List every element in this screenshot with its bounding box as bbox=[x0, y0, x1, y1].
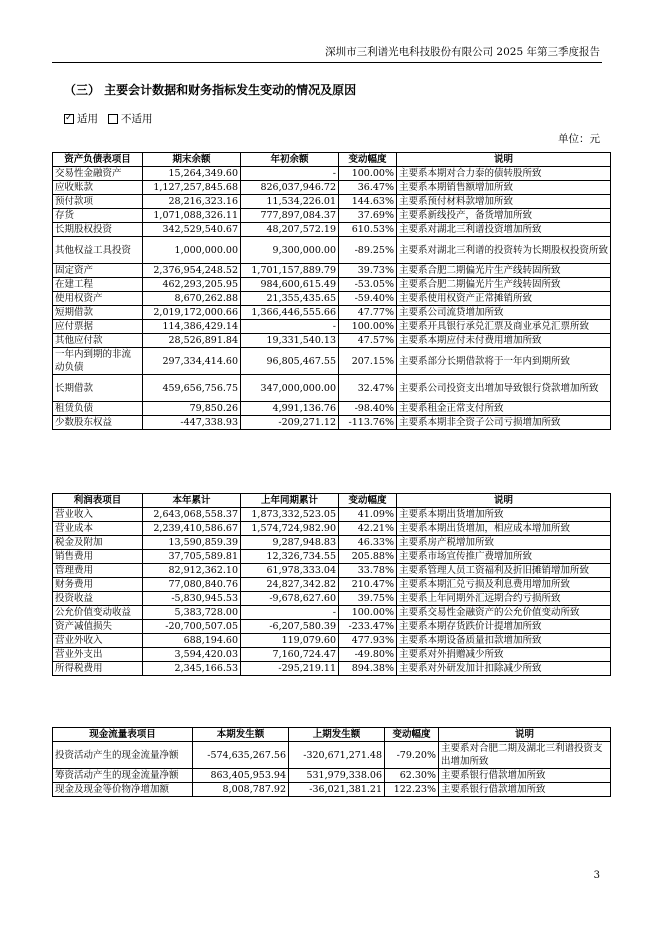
current-value: 342,529,540.67 bbox=[143, 223, 241, 237]
change-percent: 41.09% bbox=[339, 508, 397, 522]
change-percent: 39.73% bbox=[339, 264, 397, 278]
prior-value: - bbox=[241, 320, 339, 334]
table-row bbox=[53, 306, 611, 320]
row-label: 长期借款 bbox=[53, 375, 143, 402]
current-value: 2,376,954,248.52 bbox=[143, 264, 241, 278]
table-row bbox=[53, 334, 611, 348]
table-row bbox=[53, 348, 611, 375]
table-row bbox=[53, 223, 611, 237]
row-label: 筹资活动产生的现金流量净额 bbox=[53, 769, 193, 783]
row-label: 应收账款 bbox=[53, 181, 143, 195]
change-percent: -89.25% bbox=[339, 237, 397, 264]
current-value: 3,594,420.03 bbox=[143, 648, 241, 662]
change-percent: 39.75% bbox=[339, 592, 397, 606]
table-row bbox=[53, 662, 611, 676]
column-header: 本期发生额 bbox=[193, 728, 289, 742]
prior-value: 21,355,435.65 bbox=[241, 292, 339, 306]
current-value: 37,705,589.81 bbox=[143, 550, 241, 564]
explanation: 主要系本期存货跌价计提增加所致 bbox=[397, 620, 611, 634]
column-header: 期末余额 bbox=[143, 153, 241, 167]
column-header: 现金流量表项目 bbox=[53, 728, 193, 742]
current-value: 1,127,257,845.68 bbox=[143, 181, 241, 195]
change-percent: 32.47% bbox=[339, 375, 397, 402]
explanation: 主要系公司流贷增加所致 bbox=[397, 306, 611, 320]
row-label: 投资收益 bbox=[53, 592, 143, 606]
row-label: 应付票据 bbox=[53, 320, 143, 334]
explanation: 主要系本期汇兑亏损及利息费用增加所致 bbox=[397, 578, 611, 592]
explanation: 主要系本期对合力泰的债转股所致 bbox=[397, 167, 611, 181]
row-label: 固定资产 bbox=[53, 264, 143, 278]
row-label: 在建工程 bbox=[53, 278, 143, 292]
table-row bbox=[53, 402, 611, 416]
current-value: 28,216,323.16 bbox=[143, 195, 241, 209]
current-value: 114,386,429.14 bbox=[143, 320, 241, 334]
explanation: 主要系上年同期外汇远期合约亏损所致 bbox=[397, 592, 611, 606]
current-value: 2,643,068,558.37 bbox=[143, 508, 241, 522]
table-row bbox=[53, 522, 611, 536]
row-label: 营业外收入 bbox=[53, 634, 143, 648]
row-label: 交易性金融资产 bbox=[53, 167, 143, 181]
column-header: 上期发生额 bbox=[289, 728, 385, 742]
row-label: 少数股东权益 bbox=[53, 416, 143, 430]
prior-value: 9,287,948.83 bbox=[241, 536, 339, 550]
table-header-row bbox=[53, 494, 611, 508]
table-row bbox=[53, 195, 611, 209]
applicable-label: 适用 bbox=[77, 113, 98, 125]
row-label: 营业外支出 bbox=[53, 648, 143, 662]
table-row bbox=[53, 606, 611, 620]
table-row bbox=[53, 564, 611, 578]
current-value: 82,912,362.10 bbox=[143, 564, 241, 578]
prior-value: 7,160,724.47 bbox=[241, 648, 339, 662]
row-label: 长期股权投资 bbox=[53, 223, 143, 237]
column-header: 利润表项目 bbox=[53, 494, 143, 508]
table-row bbox=[53, 278, 611, 292]
current-value: 297,334,414.60 bbox=[143, 348, 241, 375]
prior-value: 96,805,467.55 bbox=[241, 348, 339, 375]
row-label: 预付款项 bbox=[53, 195, 143, 209]
prior-value: 1,574,724,982.90 bbox=[241, 522, 339, 536]
row-label: 税金及附加 bbox=[53, 536, 143, 550]
row-label: 其他权益工具投资 bbox=[53, 237, 143, 264]
balance-sheet-table bbox=[52, 152, 611, 430]
applicable-checkbox[interactable] bbox=[64, 114, 74, 124]
prior-value: 777,897,084.37 bbox=[241, 209, 339, 223]
section-title: （三） 主要会计数据和财务指标发生变动的情况及原因 bbox=[64, 83, 357, 97]
table-row bbox=[53, 742, 611, 769]
change-percent: 46.33% bbox=[339, 536, 397, 550]
row-label: 管理费用 bbox=[53, 564, 143, 578]
explanation: 主要系本期出货增加所致 bbox=[397, 508, 611, 522]
current-value: 863,405,953.94 bbox=[193, 769, 289, 783]
current-value: 688,194.60 bbox=[143, 634, 241, 648]
column-header: 说明 bbox=[439, 728, 611, 742]
explanation: 主要系对湖北三利谱的投资转为长期股权投资所致 bbox=[397, 237, 611, 264]
current-value: 77,080,840.76 bbox=[143, 578, 241, 592]
change-percent: -59.40% bbox=[339, 292, 397, 306]
change-percent: 37.69% bbox=[339, 209, 397, 223]
table-row bbox=[53, 375, 611, 402]
explanation: 主要系新线投产，备货增加所致 bbox=[397, 209, 611, 223]
cash-flow-table bbox=[52, 727, 611, 797]
prior-value: 1,873,332,523.05 bbox=[241, 508, 339, 522]
row-label: 短期借款 bbox=[53, 306, 143, 320]
prior-value: 826,037,946.72 bbox=[241, 181, 339, 195]
current-value: 13,590,859.39 bbox=[143, 536, 241, 550]
explanation: 主要系房产税增加所致 bbox=[397, 536, 611, 550]
explanation: 主要系部分长期借款将于一年内到期所致 bbox=[397, 348, 611, 375]
change-percent: 122.23% bbox=[385, 783, 439, 797]
table-row bbox=[53, 508, 611, 522]
explanation: 主要系管理人员工资福利及折旧摊销增加所致 bbox=[397, 564, 611, 578]
prior-value: -320,671,271.48 bbox=[289, 742, 385, 769]
column-header: 本年累计 bbox=[143, 494, 241, 508]
row-label: 财务费用 bbox=[53, 578, 143, 592]
change-percent: 894.38% bbox=[339, 662, 397, 676]
prior-value: 531,979,338.06 bbox=[289, 769, 385, 783]
change-percent: -53.05% bbox=[339, 278, 397, 292]
explanation: 主要系银行借款增加所致 bbox=[439, 783, 611, 797]
current-value: 79,850.26 bbox=[143, 402, 241, 416]
explanation: 主要系对合肥二期及湖北三利谱投资支出增加所致 bbox=[439, 742, 611, 769]
table-header-row bbox=[53, 153, 611, 167]
table-row bbox=[53, 416, 611, 430]
income-statement-table bbox=[52, 493, 611, 676]
explanation: 主要系本期出货增加，相应成本增加所致 bbox=[397, 522, 611, 536]
explanation: 主要系公司投资支出增加导致银行贷款增加所致 bbox=[397, 375, 611, 402]
prior-value: 119,079.60 bbox=[241, 634, 339, 648]
table-row bbox=[53, 648, 611, 662]
current-value: -447,338.93 bbox=[143, 416, 241, 430]
table-row bbox=[53, 578, 611, 592]
explanation: 主要系对湖北三利谱投资增加所致 bbox=[397, 223, 611, 237]
explanation: 主要系对外捐赠减少所致 bbox=[397, 648, 611, 662]
current-value: 8,670,262.88 bbox=[143, 292, 241, 306]
explanation: 主要系合肥二期偏光片生产线转固所致 bbox=[397, 278, 611, 292]
table-row bbox=[53, 167, 611, 181]
prior-value: 19,331,540.13 bbox=[241, 334, 339, 348]
table-row bbox=[53, 209, 611, 223]
table-row bbox=[53, 237, 611, 264]
table-row bbox=[53, 634, 611, 648]
explanation: 主要系使用权资产正常摊销所致 bbox=[397, 292, 611, 306]
current-value: 1,000,000.00 bbox=[143, 237, 241, 264]
not-applicable-label: 不适用 bbox=[121, 113, 153, 125]
table-row bbox=[53, 592, 611, 606]
explanation: 主要系市场宣传推广费增加所致 bbox=[397, 550, 611, 564]
table-row bbox=[53, 783, 611, 797]
prior-value: 1,701,157,889.79 bbox=[241, 264, 339, 278]
table-header-row bbox=[53, 728, 611, 742]
change-percent: 47.77% bbox=[339, 306, 397, 320]
row-label: 现金及现金等价物净增加额 bbox=[53, 783, 193, 797]
explanation: 主要系合肥二期偏光片生产线转固所致 bbox=[397, 264, 611, 278]
column-header: 说明 bbox=[397, 153, 611, 167]
change-percent: -98.40% bbox=[339, 402, 397, 416]
row-label: 租赁负债 bbox=[53, 402, 143, 416]
table-row bbox=[53, 264, 611, 278]
change-percent: 100.00% bbox=[339, 320, 397, 334]
column-header: 年初余额 bbox=[241, 153, 339, 167]
row-label: 公允价值变动收益 bbox=[53, 606, 143, 620]
row-label: 营业成本 bbox=[53, 522, 143, 536]
current-value: 5,383,728.00 bbox=[143, 606, 241, 620]
row-label: 营业收入 bbox=[53, 508, 143, 522]
explanation: 主要系本期非全资子公司亏损增加所致 bbox=[397, 416, 611, 430]
current-value: 2,019,172,000.66 bbox=[143, 306, 241, 320]
row-label: 其他应付款 bbox=[53, 334, 143, 348]
change-percent: 47.57% bbox=[339, 334, 397, 348]
prior-value: -295,219.11 bbox=[241, 662, 339, 676]
table-row bbox=[53, 181, 611, 195]
change-percent: 610.53% bbox=[339, 223, 397, 237]
row-label: 销售费用 bbox=[53, 550, 143, 564]
not-applicable-checkbox[interactable] bbox=[108, 114, 118, 124]
page-number: 3 bbox=[593, 870, 600, 881]
column-header: 变动幅度 bbox=[339, 494, 397, 508]
prior-value: 11,534,226.01 bbox=[241, 195, 339, 209]
column-header: 说明 bbox=[397, 494, 611, 508]
change-percent: -49.80% bbox=[339, 648, 397, 662]
prior-value: 1,366,446,555.66 bbox=[241, 306, 339, 320]
change-percent: 477.93% bbox=[339, 634, 397, 648]
explanation: 主要系本期设备质量扣款增加所致 bbox=[397, 634, 611, 648]
row-label: 所得税费用 bbox=[53, 662, 143, 676]
change-percent: -233.47% bbox=[339, 620, 397, 634]
explanation: 主要系本期应付未付费用增加所致 bbox=[397, 334, 611, 348]
column-header: 资产负债表项目 bbox=[53, 153, 143, 167]
prior-value: -6,207,580.39 bbox=[241, 620, 339, 634]
prior-value: -36,021,381.21 bbox=[289, 783, 385, 797]
column-header: 变动幅度 bbox=[385, 728, 439, 742]
current-value: 28,526,891.84 bbox=[143, 334, 241, 348]
table-row bbox=[53, 769, 611, 783]
prior-value: - bbox=[241, 167, 339, 181]
change-percent: 33.78% bbox=[339, 564, 397, 578]
row-label: 资产减值损失 bbox=[53, 620, 143, 634]
change-percent: 210.47% bbox=[339, 578, 397, 592]
change-percent: 205.88% bbox=[339, 550, 397, 564]
current-value: 462,293,205.95 bbox=[143, 278, 241, 292]
prior-value: 61,978,333.04 bbox=[241, 564, 339, 578]
row-label: 使用权资产 bbox=[53, 292, 143, 306]
prior-value: 984,600,615.49 bbox=[241, 278, 339, 292]
explanation: 主要系交易性金融资产的公允价值变动所致 bbox=[397, 606, 611, 620]
table-row bbox=[53, 536, 611, 550]
explanation: 主要系本期销售额增加所致 bbox=[397, 181, 611, 195]
change-percent: 144.63% bbox=[339, 195, 397, 209]
header-divider bbox=[52, 62, 602, 63]
prior-value: 24,827,342.82 bbox=[241, 578, 339, 592]
current-value: 1,071,088,326.11 bbox=[143, 209, 241, 223]
current-value: 15,264,349.60 bbox=[143, 167, 241, 181]
table-row bbox=[53, 320, 611, 334]
change-percent: 42.21% bbox=[339, 522, 397, 536]
change-percent: 207.15% bbox=[339, 348, 397, 375]
prior-value: -209,271.12 bbox=[241, 416, 339, 430]
row-label: 投资活动产生的现金流量净额 bbox=[53, 742, 193, 769]
current-value: 2,239,410,586.67 bbox=[143, 522, 241, 536]
change-percent: 36.47% bbox=[339, 181, 397, 195]
prior-value: 4,991,136.76 bbox=[241, 402, 339, 416]
explanation: 主要系租金正常支付所致 bbox=[397, 402, 611, 416]
change-percent: 100.00% bbox=[339, 606, 397, 620]
current-value: 459,656,756.75 bbox=[143, 375, 241, 402]
column-header: 变动幅度 bbox=[339, 153, 397, 167]
prior-value: - bbox=[241, 606, 339, 620]
change-percent: 100.00% bbox=[339, 167, 397, 181]
prior-value: 9,300,000.00 bbox=[241, 237, 339, 264]
explanation: 主要系开具银行承兑汇票及商业承兑汇票所致 bbox=[397, 320, 611, 334]
row-label: 一年内到期的非流动负债 bbox=[53, 348, 143, 375]
table-row bbox=[53, 620, 611, 634]
current-value: 8,008,787.92 bbox=[193, 783, 289, 797]
explanation: 主要系预付材料款增加所致 bbox=[397, 195, 611, 209]
explanation: 主要系对外研发加计扣除减少所致 bbox=[397, 662, 611, 676]
table-row bbox=[53, 292, 611, 306]
table-row bbox=[53, 550, 611, 564]
applicability-row bbox=[64, 111, 153, 126]
row-label: 存货 bbox=[53, 209, 143, 223]
current-value: 2,345,166.53 bbox=[143, 662, 241, 676]
explanation: 主要系银行借款增加所致 bbox=[439, 769, 611, 783]
current-value: -20,700,507.05 bbox=[143, 620, 241, 634]
column-header: 上年同期累计 bbox=[241, 494, 339, 508]
current-value: -574,635,267.56 bbox=[193, 742, 289, 769]
prior-value: 48,207,572.19 bbox=[241, 223, 339, 237]
unit-label: 单位：元 bbox=[558, 133, 600, 145]
report-header: 深圳市三利谱光电科技股份有限公司 2025 年第三季度报告 bbox=[325, 46, 600, 58]
current-value: -5,830,945.53 bbox=[143, 592, 241, 606]
change-percent: -113.76% bbox=[339, 416, 397, 430]
prior-value: -9,678,627.60 bbox=[241, 592, 339, 606]
change-percent: 62.30% bbox=[385, 769, 439, 783]
prior-value: 347,000,000.00 bbox=[241, 375, 339, 402]
change-percent: -79.20% bbox=[385, 742, 439, 769]
prior-value: 12,326,734.55 bbox=[241, 550, 339, 564]
